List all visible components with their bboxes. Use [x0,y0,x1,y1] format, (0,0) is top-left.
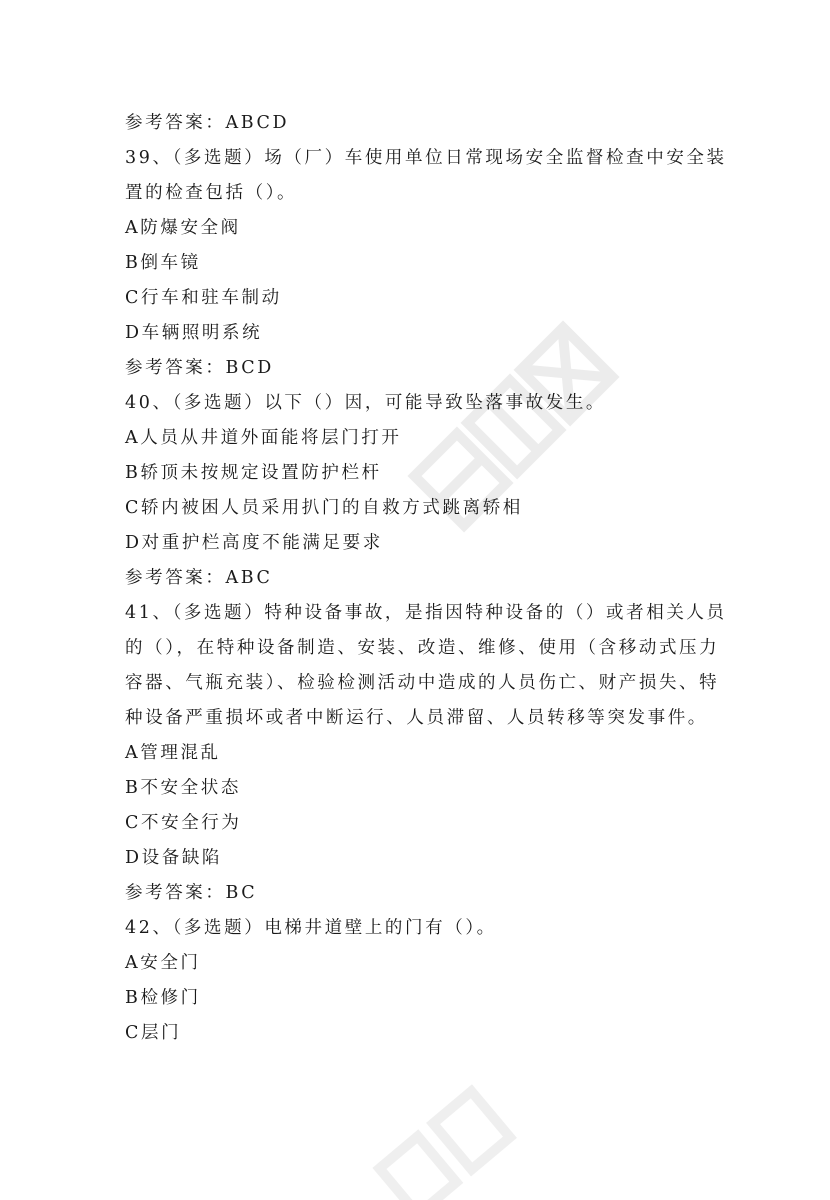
option-39-c: C行车和驻车制动 [125,288,282,308]
watermark-fragment-icon [360,1080,560,1200]
option-39-b: B倒车镜 [125,253,201,273]
watermark-icon [380,300,640,560]
answer-40: 参考答案：ABC [125,568,273,588]
option-41-b: B不安全状态 [125,778,241,798]
question-39-line2: 置的检查包括（）。 [125,183,298,203]
option-39-a: A防爆安全阀 [125,218,241,238]
option-42-a: A安全门 [125,953,201,973]
option-40-d: D对重护栏高度不能满足要求 [125,533,383,553]
option-41-c: C不安全行为 [125,813,242,833]
question-41-line3: 容器、气瓶充装）、检验检测活动中造成的人员伤亡、财产损失、特 [125,673,720,693]
question-39-line1: 39、（多选题）场（厂）车使用单位日常现场安全监督检查中安全装 [125,148,727,168]
answer-38: 参考答案：ABCD [125,113,290,133]
question-40: 40、（多选题）以下（）因，可能导致坠落事故发生。 [125,393,607,413]
question-41-line2: 的（），在特种设备制造、安装、改造、维修、使用（含移动式压力 [125,638,720,658]
option-41-d: D设备缺陷 [125,848,223,868]
question-42: 42、（多选题）电梯井道壁上的门有（）。 [125,918,497,938]
answer-39: 参考答案：BCD [125,358,274,378]
question-41-line1: 41、（多选题）特种设备事故，是指因特种设备的（）或者相关人员 [125,603,727,623]
option-42-b: B检修门 [125,988,201,1008]
option-40-a: A人员从井道外面能将层门打开 [125,428,402,448]
option-41-a: A管理混乱 [125,743,221,763]
question-41-line4: 种设备严重损坏或者中断运行、人员滞留、人员转移等突发事件。 [125,708,708,728]
option-39-d: D车辆照明系统 [125,323,263,343]
option-42-c: C层门 [125,1023,182,1043]
answer-41: 参考答案：BC [125,883,258,903]
option-40-b: B轿顶未按规定设置防护栏杆 [125,463,382,483]
option-40-c: C轿内被困人员采用扒门的自救方式跳离轿相 [125,498,523,518]
